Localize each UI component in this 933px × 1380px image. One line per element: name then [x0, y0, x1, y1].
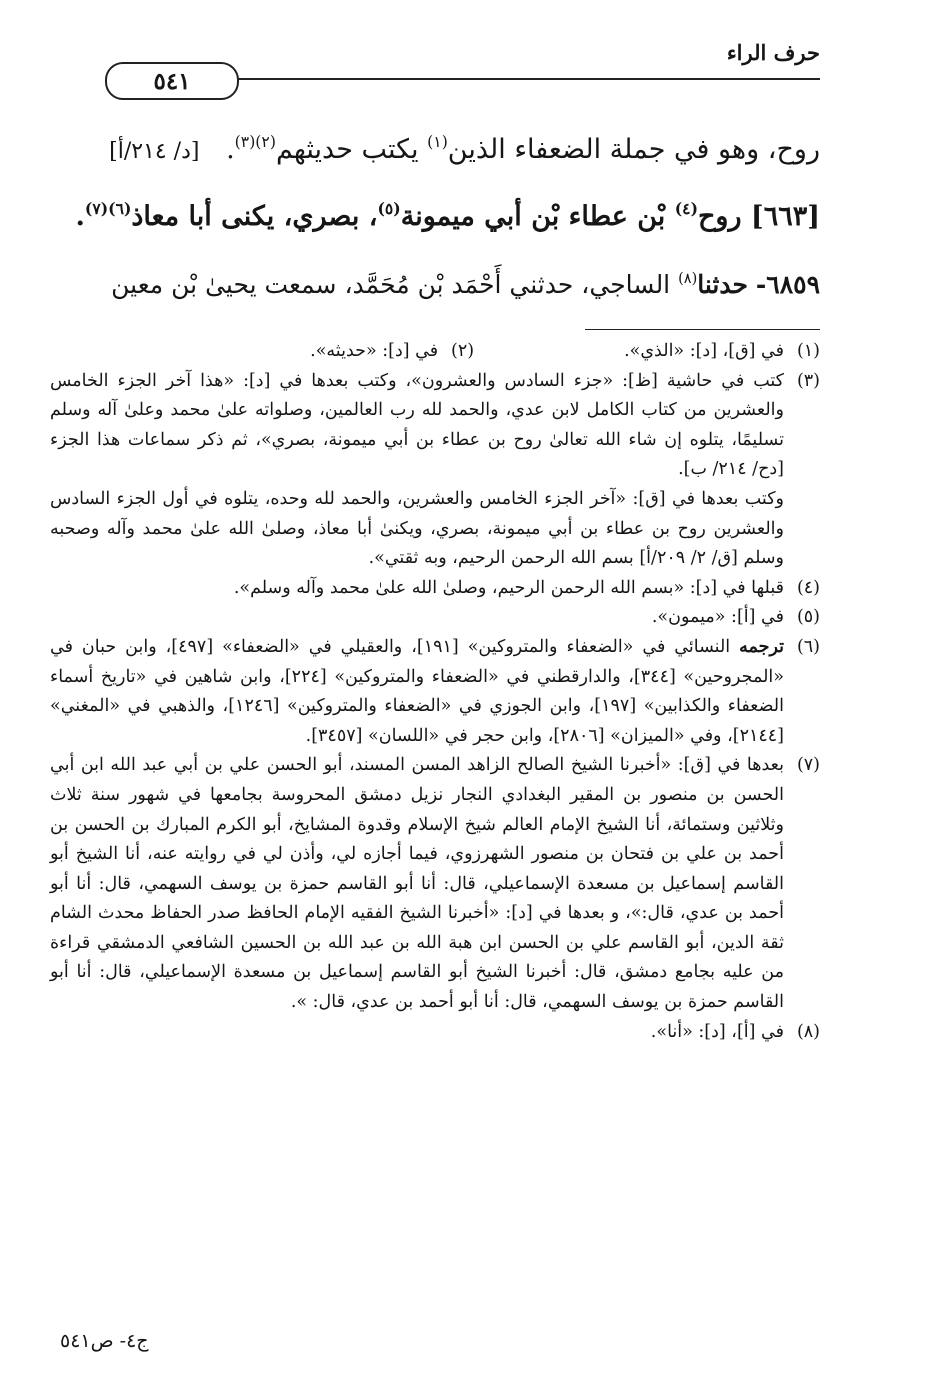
hadith-text: الساجي، حدثني أَحْمَد بْن مُحَمَّد، سمعت يحيىٰ بْن معين [111, 270, 671, 299]
footnote-text: قبلها في [د]: «بسم الله الرحمن الرحيم، وصلىٰ الله علىٰ محمد وآله وسلم». [233, 577, 784, 598]
footnote-7 [50, 751, 820, 1017]
footnote-row [50, 337, 820, 367]
footnote-number: (١) [796, 341, 820, 361]
footnote-text: النسائي في «الضعفاء والمتروكين» [١٩١]، والعقيلي في «الضعفاء» [٤٩٧]، وابن حبان في «المجروحين» [٣٤٤]، والدارقطني في «الضعفاء والمتروكين» [٢٢٤]، وابن شاهين في «تاريخ أسماء الضعفاء والكذابين» [١٩٧]، وابن الجوزي في «الضعفاء والمتروكين» [١٢٤٦]، والذهبي في «المغني» [٢١٤٤]، وفي «الميزان» [٢٨٠٦]، وابن حجر في «اللسان» [٣٤٥٧]. [50, 636, 784, 746]
main-text: يكتب حديثهم [275, 134, 419, 165]
footnote-paragraph: كتب في حاشية [ظ]: «جزء السادس والعشرون»، وكتب بعدها في [د]: «هذا آخر الجزء الخامس والعشرين من كتاب الكامل لابن عدي، والحمد لله رب العالمين، وصلواته علىٰ محمد وعلىٰ آله وسلم تسليمًا، يتلوه إن شاء الله تعالىٰ روح بن عطاء بن أبي ميمونة، بصري»، ثم ذكر سماعات هذا الجزء [دح/ ٢١٤/ ب]. [50, 370, 784, 480]
footnote-ref[interactable]: (٤) [674, 199, 698, 219]
footnote-ref[interactable]: (١) [427, 132, 448, 152]
footnote-8 [50, 1018, 820, 1048]
chapter-title: حرف الراء [726, 40, 820, 65]
footnote-number: (٨) [796, 1021, 820, 1042]
header-rule [170, 78, 820, 80]
footnote-number: (٢) [451, 341, 475, 361]
main-text: روح، وهو في جملة الضعفاء الذين [447, 134, 820, 165]
footnote-text: بعدها في [ق]: «أخبرنا الشيخ الصالح الزاهد المسن المسند، أبو الحسن علي بن أبي عبد الله ابن أبي الحسن بن منصور بن المقير البغدادي النجار نزيل دمشق المحروسة بجامعها في شهور سنة ثلاث وثلاثين وستمائة، أنا الشيخ الإمام العالم شيخ الإسلام وقدوة المشايخ، أبو الكرم المبارك بن الحسن بن أحمد بن علي بن فتحان بن منصور الشهرزوي، فيما أجازه لي، وأذن لي في روايته عنه، أنا الشيخ أبو القاسم إسماعيل بن مسعدة الإسماعيلي، قال: أنا أبو القاسم حمزة بن يوسف السهمي، قال: أنا أبو أحمد بن عدي، قال:»، و بعدها في [د]: «أخبرنا الشيخ الفقيه الإمام الحافظ صدر الحفاظ محدث الشام ثقة الدين، أبو القاسم علي بن الحسن ابن هبة الله بن عبد الله بن الحسين الشافعي الدمشقي قراءة من عليه بجامع دمشق، قال: أخبرنا الشيخ أبو القاسم إسماعيل بن مسعدة الإسماعيلي، قال: أنا أبو القاسم حمزة بن يوسف السهمي، قال: أنا أبو أحمد بن عدي، قال: ». [50, 755, 784, 1013]
footnote-number: (٧) [796, 755, 820, 776]
punctuation: . [226, 134, 235, 165]
footnote-text: في [د]: «حديثه». [310, 341, 439, 361]
entry-lineage: بْن عطاء بْن أبي ميمونة [400, 201, 666, 232]
hadith-lead: حدثنا [697, 270, 748, 299]
hadith-line [50, 265, 820, 305]
footnote-3 [50, 367, 820, 574]
footnote-5 [50, 603, 820, 633]
footnotes [50, 337, 820, 1047]
footnote-separator [585, 329, 820, 330]
footnote-number: (٥) [796, 607, 820, 628]
page-number: ٥٤١ [153, 67, 191, 95]
footnote-ref[interactable]: (٦)(٧) [84, 199, 132, 219]
footnote-ref[interactable]: (٢)(٣) [234, 132, 276, 152]
footnote-text: في [ق]، [د]: «الذي». [624, 341, 784, 361]
footnote-number: (٤) [796, 577, 820, 598]
manuscript-ref: [د/ ٢١٤/أ] [109, 139, 200, 164]
entry-heading [50, 197, 820, 237]
footnote-number: (٦) [796, 636, 820, 657]
footnote-2 [310, 337, 474, 367]
entry-description: ، بصري، يكنى أبا معاذ [131, 201, 378, 232]
page-footer: ج٤- ص٥٤١ [60, 1330, 149, 1352]
footnote-lead: ترجمه [739, 636, 784, 657]
footnote-ref[interactable]: (٥) [377, 199, 401, 219]
footnote-ref[interactable]: (٨) [678, 270, 698, 287]
footnote-6 [50, 633, 820, 751]
footnote-4 [50, 574, 820, 604]
footnote-paragraph: وكتب بعدها في [ق]: «آخر الجزء الخامس والعشرين، والحمد لله وحده، يتلوه في أول الجزء السادس والعشرين روح بن عطاء بن أبي ميمونة، بصري، ويكنىٰ أبا معاذ، وصلىٰ الله علىٰ محمد وآله وصحبه وسلم [ق/ ٢/ ٢٠٩/أ] بسم الله الرحمن الرحيم، وبه ثقتي». [50, 488, 784, 569]
footnote-text: في [أ]، [د]: «أنا». [650, 1021, 784, 1042]
page-header [50, 38, 820, 98]
entry-name: روح [698, 201, 742, 232]
main-text-line [50, 130, 820, 172]
hadith-number: ٦٨٥٩- [755, 270, 820, 299]
punctuation: . [75, 201, 85, 232]
footnote-number: (٣) [796, 370, 820, 391]
footnote-1 [624, 337, 820, 367]
entry-number: [٦٦٣] [750, 201, 820, 232]
footnote-text: في [أ]: «ميمون». [651, 607, 784, 628]
page-number-badge [105, 62, 239, 100]
